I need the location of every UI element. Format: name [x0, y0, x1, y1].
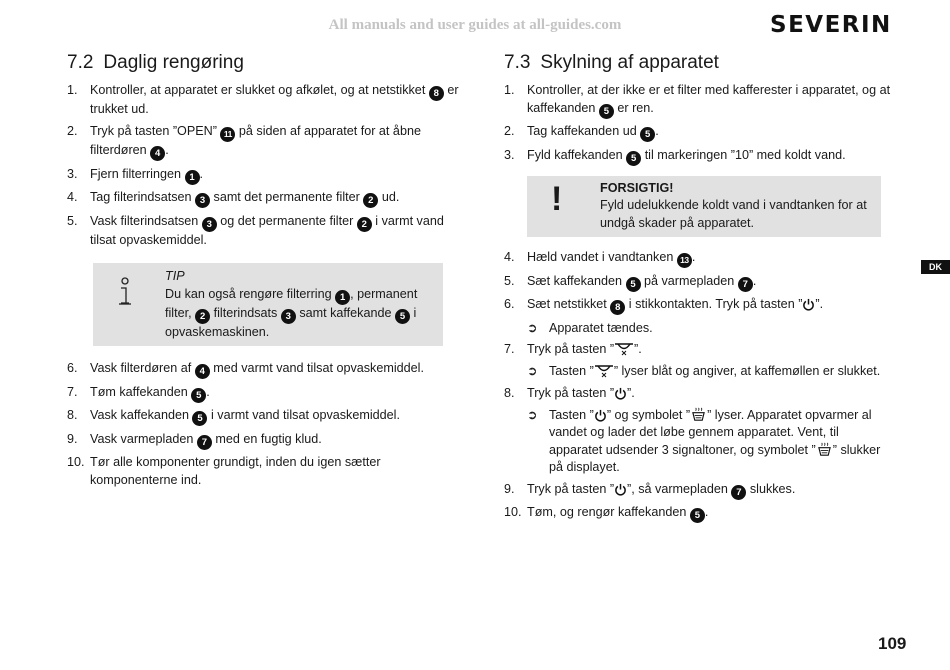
part-number-badge: 8 — [429, 86, 444, 101]
part-number-badge: 1 — [335, 290, 350, 305]
rinse-symbol-icon — [816, 442, 833, 457]
section-heading: 7.3 Skylning af apparatet — [504, 52, 719, 73]
tip-box — [93, 263, 443, 346]
part-number-badge: 5 — [599, 104, 614, 119]
result-line: ➲ Tasten ” ” og symbolet ” ” lyser. Apparatet opvarmer al vandet og lader det løbe gennem apparatet. Vent, til apparatet udsender 3 signaltoner, og symbolet ” ” slukker på displayet. — [527, 407, 881, 474]
language-tab: DK — [921, 260, 950, 274]
part-number-badge: 4 — [150, 146, 165, 161]
info-icon — [115, 277, 135, 313]
power-icon — [594, 409, 607, 422]
part-number-badge: 5 — [626, 277, 641, 292]
part-number-badge: 5 — [690, 508, 705, 523]
page-number: 109 — [878, 634, 907, 653]
rinse-symbol-icon — [690, 407, 707, 422]
list-item: 1. Kontroller, at apparatet er slukket og afkølet, og at netstikket 8 er trukket ud. — [67, 83, 459, 116]
list-item: 10. Tøm, og rengør kaffekanden 5 . — [504, 505, 709, 521]
part-number-badge: 7 — [731, 485, 746, 500]
part-number-badge: 11 — [220, 127, 235, 142]
warning-box — [527, 176, 881, 238]
arrow-icon: ➲ — [527, 364, 538, 378]
part-number-badge: 7 — [738, 277, 753, 292]
section-daily-cleaning — [67, 52, 467, 494]
power-icon — [614, 387, 627, 400]
list-item: 3. Fjern filterringen 1 . — [67, 166, 203, 183]
part-number-badge: 3 — [195, 193, 210, 208]
part-number-badge: 5 — [640, 127, 655, 142]
part-number-badge: 13 — [677, 253, 692, 268]
list-item: 1. Kontroller, at der ikke er et filter med kafferester i apparatet, og at kaffekanden 5 er ren. — [504, 83, 891, 117]
list-item: 4. Hæld vandet i vandtanken 13 . — [504, 249, 894, 268]
tip-text: Du kan også rengøre filterring 1 , permanent filter, 2 filterindsats 3 samt kaffekande 5 i opvaskemaskinen. — [165, 286, 418, 339]
list-item: 3. Fyld kaffekanden 5 til markeringen ”10” med koldt vand. — [504, 147, 846, 164]
list-item: 8. Tryk på tasten ” ”. — [504, 385, 635, 400]
arrow-icon: ➲ — [527, 407, 538, 422]
grinder-off-icon — [614, 342, 634, 356]
watermark: All manuals and user guides at all-guides.com — [328, 17, 622, 33]
list-item: 5. Vask filterindsatsen 3 og det permanente filter 2 i varmt vand tilsat opvaskemiddel. — [67, 213, 444, 247]
list-item: 8. Vask kaffekanden 5 i varmt vand tilsat opvaskemiddel. — [67, 408, 400, 424]
list-item: 10. Tør alle komponenter grundigt, inden du igen sætter komponenterne ind. — [67, 455, 381, 487]
part-number-badge: 4 — [195, 364, 210, 379]
list-item: 9. Tryk på tasten ” ”, så varmepladen 7 slukkes. — [504, 481, 796, 498]
part-number-badge: 3 — [281, 309, 296, 324]
list-item: 4. Tag filterindsatsen 3 samt det permanente filter 2 ud. — [67, 190, 400, 206]
list-item: 7. Tøm kaffekanden 5 . — [67, 384, 210, 401]
part-number-badge: 5 — [626, 151, 641, 166]
list-item: 6. Sæt netstikket 8 i stikkontakten. Tryk på tasten ” ”. — [504, 297, 824, 313]
tip-title: TIP — [165, 269, 185, 283]
part-number-badge: 7 — [197, 435, 212, 450]
result-line: ➲ Tasten ” ” lyser blåt og angiver, at kaffemøllen er slukket. — [504, 363, 894, 381]
part-number-badge: 5 — [192, 411, 207, 426]
warning-text: Fyld udelukkende koldt vand i vandtanken for at undgå skader på apparatet. — [600, 198, 867, 230]
part-number-badge: 8 — [610, 300, 625, 315]
part-number-badge: 3 — [202, 217, 217, 232]
arrow-icon: ➲ — [527, 320, 538, 335]
list-item: 6. Vask filterdøren af 4 med varmt vand tilsat opvaskemiddel. — [67, 361, 424, 377]
section-heading: 7.2 Daglig rengøring — [67, 52, 244, 73]
part-number-badge: 1 — [185, 170, 200, 185]
power-icon — [802, 298, 815, 311]
exclamation-icon: ! — [551, 179, 563, 218]
list-item: 7. Tryk på tasten ” ”. — [504, 342, 642, 356]
grinder-off-icon — [594, 364, 614, 378]
brand-logo: SEVERIN — [770, 12, 892, 38]
list-item: 5. Sæt kaffekanden 5 på varmepladen 7 . — [504, 273, 757, 290]
power-icon — [614, 483, 627, 496]
part-number-badge: 5 — [395, 309, 410, 324]
result-line: ➲ Apparatet tændes. — [504, 320, 894, 338]
list-item: 2. Tryk på tasten ”OPEN” 11 på siden af apparatet for at åbne filterdøren 4 . — [67, 124, 421, 159]
section-rinsing — [504, 52, 894, 528]
part-number-badge: 2 — [195, 309, 210, 324]
part-number-badge: 2 — [357, 217, 372, 232]
list-item: 2. Tag kaffekanden ud 5 . — [504, 124, 659, 140]
warning-title: FORSIGTIG! — [600, 180, 674, 195]
part-number-badge: 5 — [191, 388, 206, 403]
part-number-badge: 2 — [363, 193, 378, 208]
list-item: 9. Vask varmepladen 7 med en fugtig klud. — [67, 431, 322, 448]
